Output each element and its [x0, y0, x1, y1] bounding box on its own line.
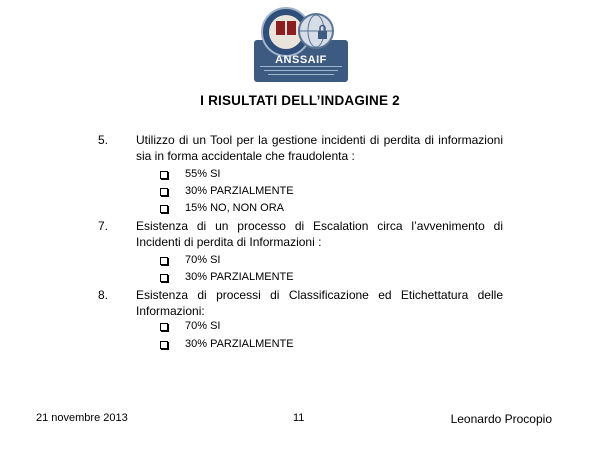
question-text: Esistenza di un processo di Escalation circa l’avvenimento di Incidenti di perdita di Informazioni : — [136, 219, 503, 249]
question-number: 5. — [98, 133, 109, 147]
slide-title: I RISULTATI DELL’INDAGINE 2 — [200, 93, 400, 108]
checkbox-bullet-icon — [160, 171, 168, 179]
answer-text: 30% PARZIALMENTE — [185, 185, 294, 197]
question-number: 8. — [98, 288, 109, 302]
question-text: Esistenza di processi di Classificazione ed Etichettatura delle Informazioni: — [136, 288, 503, 318]
footer-date: 21 novembre 2013 — [36, 412, 128, 424]
checkbox-bullet-icon — [160, 274, 168, 282]
answer-text: 70% SI — [185, 254, 221, 266]
answer-text: 30% PARZIALMENTE — [185, 338, 294, 350]
question-text: Utilizzo di un Tool per la gestione incidenti di perdita di informazioni sia in forma accidentale che fraudolenta : — [136, 133, 503, 163]
checkbox-bullet-icon — [160, 188, 168, 196]
answer-text: 55% SI — [185, 168, 221, 180]
checkbox-bullet-icon — [160, 323, 168, 331]
answer-text: 30% PARZIALMENTE — [185, 271, 294, 283]
anssaif-logo — [254, 4, 348, 82]
answer-text: 15% NO, NON ORA — [185, 202, 285, 214]
footer-author: Leonardo Procopio — [450, 412, 552, 426]
answer-text: 70% SI — [185, 320, 221, 332]
logo-name: ANSSAIF — [275, 54, 327, 66]
checkbox-bullet-icon — [160, 205, 168, 213]
question-number: 7. — [98, 219, 109, 233]
checkbox-bullet-icon — [160, 341, 168, 349]
checkbox-bullet-icon — [160, 257, 168, 265]
footer-page-number: 11 — [293, 412, 305, 424]
